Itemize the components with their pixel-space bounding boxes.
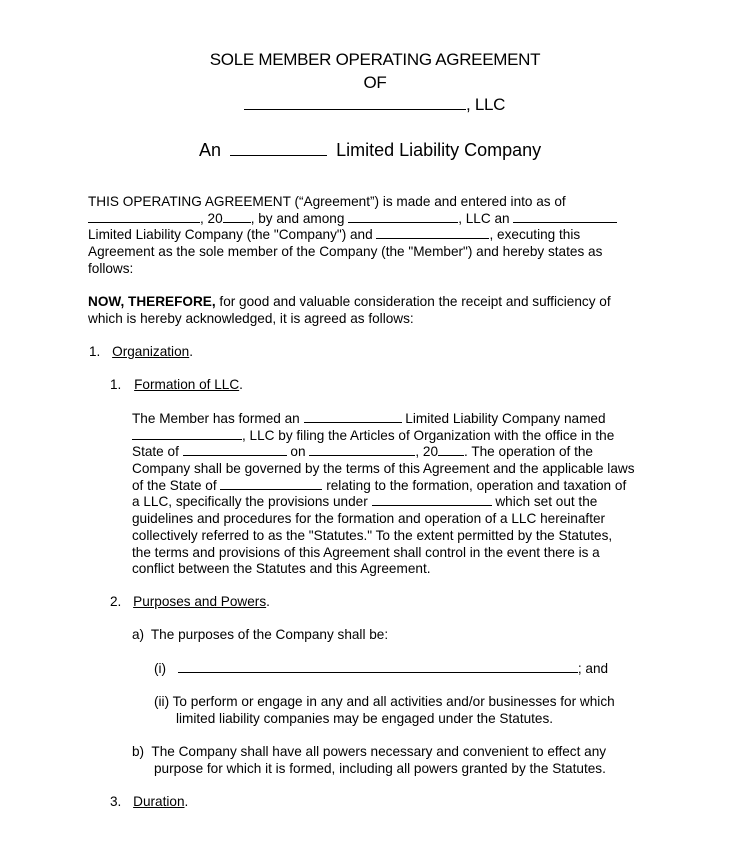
company-type-heading: An Limited Liability Company [199, 140, 542, 160]
statute-blank [372, 505, 492, 506]
filing-year-blank [438, 455, 464, 456]
purposes-item-ii: (ii) To perform or engage in any and all activities and/or businesses for which limited liability companies may be engaged under the Statutes. [154, 694, 615, 726]
purposes-item-i: (i) ; and [154, 661, 609, 676]
governing-state-blank [220, 489, 322, 490]
date-blank [88, 222, 200, 223]
document-title: SOLE MEMBER OPERATING AGREEMENT [209, 50, 541, 69]
document-title-of: OF [363, 73, 387, 92]
company-state-blank [513, 222, 617, 223]
llc-name-line: , LLC [244, 95, 505, 115]
llc-name-blank [244, 109, 466, 110]
now-therefore-paragraph: NOW, THEREFORE, for good and valuable consideration the receipt and sufficiency of which is hereby acknowledged, it is agreed as follows: [88, 294, 611, 326]
member-name-blank [376, 238, 489, 239]
intro-paragraph: THIS OPERATING AGREEMENT (“Agreement”) is made and entered into as of , 20 , by and among , LLC an Limited Liability Company (the "Company") and , executing this Agreement as the sole member of the Company (the "Member") and hereby states as follows: [88, 194, 617, 277]
filing-state-blank [183, 455, 287, 456]
powers-item-b: b) The Company shall have all powers necessary and convenient to effect any purpose for which it is formed, including all powers granted by the Statutes. [132, 744, 607, 776]
subsection-1-heading: 1. Formation of LLC. [110, 377, 243, 392]
formation-paragraph: The Member has formed an Limited Liability Company named , LLC by filing the Articles of Organization with the office in the State of on , 20 . The operation of the Company shall be governed by the terms of this Agreement and the applicable laws of the State of relating to the formation, operation and taxation of a LLC, specifically the provisions under which set out the guidelines and procedures for the formation and operation of a LLC hereinafter collectively referred to as the "Statutes." To the extent permitted by the Statutes, the terms and provisions of this Agreement shall control in the event there is a conflict between the Statutes and this Agreement. [132, 411, 635, 577]
subsection-2-heading: 2. Purposes and Powers. [110, 594, 270, 609]
year-blank [223, 222, 251, 223]
purpose-blank [178, 672, 578, 673]
state-blank [230, 155, 327, 156]
subsection-3-heading: 3. Duration. [110, 794, 189, 809]
company-name-blank [348, 222, 458, 223]
filing-date-blank [309, 455, 415, 456]
formation-state-blank [304, 422, 402, 423]
purposes-item-a: a) The purposes of the Company shall be: [132, 627, 389, 642]
formation-name-blank [132, 439, 242, 440]
section-1-heading: 1. Organization. [89, 344, 193, 359]
